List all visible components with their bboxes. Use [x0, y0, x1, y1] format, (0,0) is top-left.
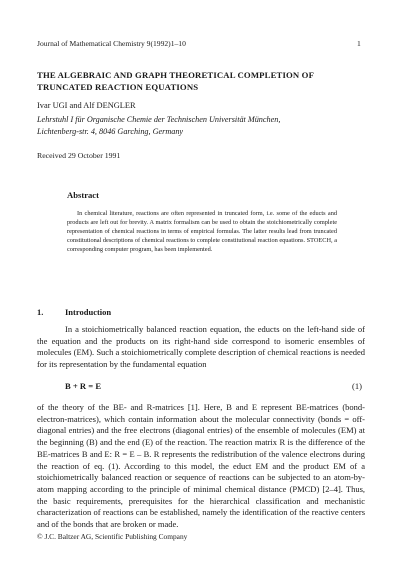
received-date: Received 29 October 1991 [37, 151, 121, 160]
intro-paragraph-2 [37, 402, 365, 531]
equation-number: (1) [352, 381, 362, 391]
abstract-text: In chemical literature, reactions are often represented in truncated form, i.e. some of the educts and products are left out for brevity. A matrix formalism can be used to obtain the stoichiometrically complete representation of chemical reactions in terms of empirical formulas. The latter results lead from truncated constitutional descriptions of chemical reactions to complete constitutional reaction equations. STOECH, a corresponding computer program, has been implemented. [67, 210, 337, 254]
page-number: 1 [357, 39, 361, 48]
intro-paragraph-1 [37, 324, 365, 371]
affiliation-line-1: Lehrstuhl I für Organische Chemie der Technischen Universität München, [37, 115, 281, 124]
affiliation [37, 114, 357, 138]
authors: Ivar UGI and Alf DENGLER [37, 101, 136, 110]
section-heading [37, 307, 111, 317]
section-title: Introduction [65, 307, 112, 317]
section-number: 1. [37, 307, 44, 317]
journal-citation: Journal of Mathematical Chemistry 9(1992)1–10 [37, 39, 186, 48]
fundamental-equation: B + R = E [65, 381, 102, 391]
intro-paragraph-1-text: In a stoichiometrically balanced reaction equation, the educts on the left-hand side of the equation and the products on its right-hand side correspond to isomeric ensembles of molecules (EM). Such a stoichiometrically complete description of chemical reactions is needed for its representation by the fundamental equation [37, 324, 365, 370]
abstract-body [67, 209, 337, 254]
abstract-heading: Abstract [67, 190, 99, 200]
intro-paragraph-2-text: of the theory of the BE- and R-matrices [1]. Here, B and E represent BE-matrices (bond-electron-matrices), which contain information about the molecular connectivity (bonds = off-diagonal entries) and the free electrons (diagonal entries) of the ensemble of molecules (EM) at the beginning (B) and the end (E) of the reaction. The reaction matrix R is the difference of the BE-matrices B and E: R = E – B. R represents the redistribution of the valence electrons during the reaction of eq. (1). According to this model, the educt EM and the product EM of a stoichiometrically balanced reaction or sequence of reactions can be subjected to an atom-by-atom mapping according to the principle of minimal chemical distance (PMCD) [2–4]. Thus, the basic requirements, prerequisites for the hierarchical classification and mechanistic characterization of reactions can be established, namely the identification of the reactive centers and of the bonds that are broken or made. [37, 402, 365, 530]
paper-title: THE ALGEBRAIC AND GRAPH THEORETICAL COMPLETION OF TRUNCATED REACTION EQUATIONS [37, 70, 314, 92]
affiliation-line-2: Lichtenberg-str. 4, 8046 Garching, Germany [37, 127, 184, 136]
copyright-footer: © J.C. Baltzer AG, Scientific Publishing Company [37, 532, 188, 541]
